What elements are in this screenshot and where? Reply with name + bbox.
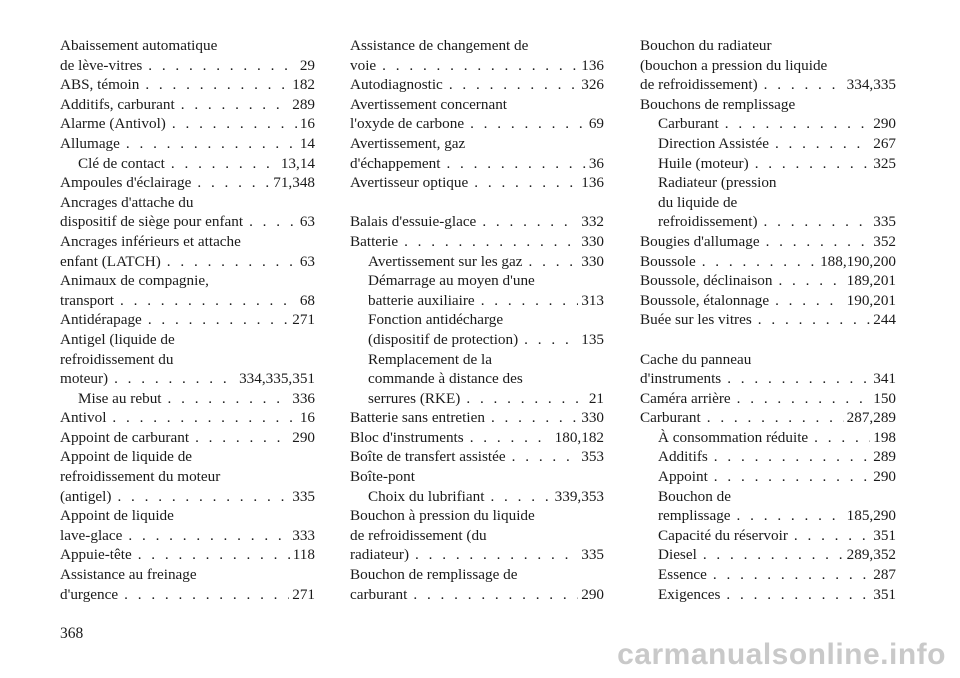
- dot-leader: [145, 75, 289, 95]
- entry-text: Alarme (Antivol): [60, 115, 166, 133]
- entry-text: Abaissement automatique: [60, 37, 218, 54]
- index-entry: [60, 271, 315, 291]
- dot-leader: [148, 310, 289, 330]
- entry-text: enfant (LATCH): [60, 252, 161, 270]
- index-entry: [640, 212, 896, 232]
- entry-pages: 332: [581, 213, 604, 231]
- entry-text: (antigel): [60, 487, 112, 505]
- entry-text: refroidissement): [658, 213, 758, 231]
- index-entry: [350, 291, 604, 311]
- dot-leader: [466, 389, 585, 409]
- entry-pages: 335: [873, 213, 896, 231]
- index-column-left: [60, 36, 315, 604]
- dot-leader: [491, 408, 578, 428]
- index-entry: [350, 75, 604, 95]
- dot-leader: [172, 114, 297, 134]
- entry-text: moteur): [60, 370, 109, 388]
- entry-text: Bouchons de remplissage: [640, 95, 796, 113]
- index-entry: [350, 154, 604, 174]
- dot-leader: [707, 408, 844, 428]
- index-entry: [350, 271, 604, 291]
- entry-pages: 289,352: [846, 546, 896, 564]
- entry-pages: 36: [588, 154, 604, 172]
- entry-text: Avertisseur optique: [350, 174, 469, 192]
- dot-leader: [766, 232, 871, 252]
- entry-text: Avertissement concernant: [350, 95, 508, 113]
- index-entry: [60, 585, 315, 605]
- entry-pages: 69: [588, 115, 604, 133]
- index-entry: [640, 585, 896, 605]
- dot-leader: [197, 173, 270, 193]
- entry-pages: 353: [581, 448, 604, 466]
- index-entry: [350, 36, 604, 56]
- index-entry: [640, 565, 896, 585]
- index-entry: [60, 56, 315, 76]
- watermark: carmanualsonline.info: [617, 638, 946, 671]
- entry-pages: 63: [299, 252, 315, 270]
- entry-text: d'échappement: [350, 154, 441, 172]
- dot-leader: [249, 212, 297, 232]
- index-entry: [350, 134, 604, 154]
- entry-text: À consommation réduite: [658, 428, 809, 446]
- dot-leader: [117, 487, 289, 507]
- index-entry: [60, 154, 315, 174]
- dot-leader: [524, 330, 578, 350]
- entry-text: Diesel: [658, 546, 697, 564]
- index-entry: [60, 232, 315, 252]
- index-column-right: [640, 36, 896, 604]
- index-column-middle: [350, 36, 604, 604]
- dot-leader: [775, 291, 844, 311]
- entry-pages: 271: [292, 585, 315, 603]
- entry-pages: 339,353: [554, 487, 604, 505]
- dot-leader: [714, 467, 870, 487]
- entry-text: Appoint de carburant: [60, 428, 190, 446]
- entry-pages: 325: [873, 154, 896, 172]
- entry-pages: 135: [581, 330, 604, 348]
- dot-leader: [703, 545, 844, 565]
- entry-text: Appoint de liquide: [60, 507, 174, 525]
- entry-pages: 16: [299, 115, 315, 133]
- index-entry: [60, 467, 315, 487]
- index-entry: [60, 545, 315, 565]
- dot-leader: [726, 585, 870, 605]
- entry-text: Bouchon du radiateur: [640, 37, 772, 54]
- entry-text: (bouchon a pression du liquide: [640, 56, 828, 74]
- index-entry: [640, 467, 896, 487]
- index-entry: [60, 75, 315, 95]
- entry-text: de lève-vitres: [60, 56, 143, 74]
- index-entry: [60, 408, 315, 428]
- dot-leader: [404, 232, 578, 252]
- entry-pages: 287,289: [846, 409, 896, 427]
- index-entry: [640, 232, 896, 252]
- entry-pages: 68: [299, 291, 315, 309]
- dot-leader: [764, 75, 844, 95]
- entry-pages: 21: [588, 389, 604, 407]
- entry-pages: 290: [873, 115, 896, 133]
- dot-leader: [382, 56, 578, 76]
- index-entry: [350, 428, 604, 448]
- entry-pages: 29: [299, 56, 315, 74]
- index-entry: [350, 173, 604, 193]
- index-entry: [60, 252, 315, 272]
- entry-text: refroidissement du: [60, 350, 174, 368]
- entry-text: ABS, témoin: [60, 76, 140, 94]
- dot-leader: [168, 389, 290, 409]
- index-entry: [640, 506, 896, 526]
- dot-leader: [482, 212, 578, 232]
- dot-leader: [481, 291, 579, 311]
- index-entry: [350, 212, 604, 232]
- entry-text: Avertissement sur les gaz: [368, 252, 523, 270]
- dot-leader: [529, 252, 579, 272]
- index-entry: [640, 114, 896, 134]
- index-entry: [350, 252, 604, 272]
- dot-leader: [758, 310, 870, 330]
- entry-text: Huile (moteur): [658, 154, 749, 172]
- entry-text: Appoint: [658, 468, 708, 486]
- entry-pages: 118: [292, 546, 315, 564]
- entry-text: Additifs, carburant: [60, 95, 175, 113]
- entry-pages: 189,201: [846, 272, 896, 290]
- index-entry: [640, 75, 896, 95]
- entry-text: Appuie-tête: [60, 546, 132, 564]
- entry-text: (dispositif de protection): [368, 330, 519, 348]
- index-entry: [640, 252, 896, 272]
- entry-text: dispositif de siège pour enfant: [60, 213, 244, 231]
- dot-leader: [148, 56, 297, 76]
- dot-leader: [470, 428, 552, 448]
- index-entry: [350, 330, 604, 350]
- entry-pages: 190,201: [846, 291, 896, 309]
- entry-text: Direction Assistée: [658, 134, 769, 152]
- entry-text: serrures (RKE): [368, 389, 461, 407]
- entry-pages: 271: [292, 311, 315, 329]
- entry-text: d'instruments: [640, 370, 722, 388]
- index-entry: [640, 154, 896, 174]
- entry-text: Choix du lubrifiant: [368, 487, 485, 505]
- entry-text: Ancrages d'attache du: [60, 193, 194, 211]
- index-entry: [350, 310, 604, 330]
- entry-pages: 180,182: [554, 428, 604, 446]
- entry-pages: 333: [292, 526, 315, 544]
- entry-text: Buée sur les vitres: [640, 311, 752, 329]
- dot-leader: [702, 252, 817, 272]
- entry-pages: 63: [299, 213, 315, 231]
- entry-pages: 136: [581, 174, 604, 192]
- index-entry: [350, 467, 604, 487]
- entry-pages: 330: [581, 409, 604, 427]
- entry-text: Fonction antidécharge: [368, 311, 504, 329]
- entry-pages: 351: [873, 585, 896, 603]
- entry-text: Boussole: [640, 252, 696, 270]
- entry-pages: 290: [581, 585, 604, 603]
- entry-text: commande à distance des: [368, 370, 523, 388]
- index-entry: [60, 428, 315, 448]
- dot-leader: [181, 95, 290, 115]
- entry-pages: 335: [581, 546, 604, 564]
- index-entry: [350, 95, 604, 115]
- dot-leader: [112, 408, 296, 428]
- entry-text: Ampoules d'éclairage: [60, 174, 192, 192]
- entry-text: Boîte de transfert assistée: [350, 448, 506, 466]
- dot-leader: [474, 173, 578, 193]
- dot-leader: [737, 506, 844, 526]
- index-entry: [640, 545, 896, 565]
- index-entry: [640, 447, 896, 467]
- index-entry: [640, 36, 896, 56]
- entry-text: Balais d'essuie-glace: [350, 213, 477, 231]
- entry-text: de refroidissement): [640, 76, 758, 94]
- index-entry: [640, 271, 896, 291]
- dot-leader: [775, 134, 870, 154]
- entry-pages: 334,335,351: [239, 370, 315, 388]
- index-entry: [60, 447, 315, 467]
- dot-leader: [794, 526, 870, 546]
- index-entry: [60, 114, 315, 134]
- dot-leader: [814, 428, 870, 448]
- entry-pages: 330: [581, 232, 604, 250]
- entry-text: Bouchon de remplissage de: [350, 566, 518, 584]
- dot-leader: [413, 585, 578, 605]
- entry-text: Mise au rebut: [78, 389, 162, 407]
- entry-text: du liquide de: [658, 193, 738, 211]
- entry-pages: 136: [581, 56, 604, 74]
- entry-text: Additifs: [658, 448, 708, 466]
- dot-leader: [446, 154, 585, 174]
- entry-text: Allumage: [60, 134, 120, 152]
- index-entry: [640, 56, 896, 76]
- entry-pages: 267: [873, 134, 896, 152]
- entry-pages: 341: [873, 370, 896, 388]
- entry-text: refroidissement du moteur: [60, 468, 221, 486]
- index-entry: [60, 565, 315, 585]
- entry-text: Assistance de changement de: [350, 37, 529, 54]
- index-entry: [60, 134, 315, 154]
- index-entry: [350, 487, 604, 507]
- entry-pages: 326: [581, 76, 604, 94]
- entry-text: Bouchon de: [658, 487, 731, 505]
- entry-text: Antivol: [60, 409, 107, 427]
- dot-leader: [512, 447, 579, 467]
- entry-pages: 71,348: [273, 174, 315, 192]
- index-entry: [350, 56, 604, 76]
- entry-pages: 290: [873, 468, 896, 486]
- index-entry: [640, 428, 896, 448]
- index-entry: [60, 330, 315, 350]
- dot-leader: [128, 526, 289, 546]
- entry-pages: 313: [581, 291, 604, 309]
- dot-leader: [138, 545, 290, 565]
- index-entry: [60, 526, 315, 546]
- entry-pages: 289: [292, 95, 315, 113]
- entry-text: Capacité du réservoir: [658, 526, 788, 544]
- entry-text: Cache du panneau: [640, 350, 752, 368]
- dot-leader: [470, 114, 586, 134]
- entry-text: Assistance au freinage: [60, 566, 197, 584]
- index-entry: [60, 291, 315, 311]
- index-entry: [60, 487, 315, 507]
- section-gap: [350, 193, 604, 213]
- index-entry: [350, 389, 604, 409]
- index-entry: [60, 506, 315, 526]
- index-entry: [350, 545, 604, 565]
- index-entry: [60, 193, 315, 213]
- entry-text: Essence: [658, 566, 707, 584]
- entry-text: radiateur): [350, 546, 410, 564]
- entry-pages: 351: [873, 526, 896, 544]
- entry-pages: 185,290: [846, 507, 896, 525]
- entry-pages: 16: [299, 409, 315, 427]
- dot-leader: [727, 369, 870, 389]
- entry-text: Bouchon à pression du liquide: [350, 507, 535, 525]
- entry-text: voie: [350, 56, 377, 74]
- entry-pages: 182: [292, 76, 315, 94]
- entry-text: Exigences: [658, 585, 721, 603]
- index-entry: [60, 369, 315, 389]
- dot-leader: [725, 114, 870, 134]
- entry-pages: 330: [581, 252, 604, 270]
- index-entry: [640, 408, 896, 428]
- entry-text: d'urgence: [60, 585, 119, 603]
- index-entry: [640, 310, 896, 330]
- index-entry: [640, 487, 896, 507]
- entry-text: Remplacement de la: [368, 350, 492, 368]
- index-entry: [640, 193, 896, 213]
- entry-text: Démarrage au moyen d'une: [368, 272, 535, 290]
- entry-text: lave-glace: [60, 526, 123, 544]
- entry-pages: 14: [299, 134, 315, 152]
- index-entry: [60, 36, 315, 56]
- dot-leader: [195, 428, 289, 448]
- dot-leader: [120, 291, 297, 311]
- dot-leader: [714, 447, 870, 467]
- entry-text: batterie auxiliaire: [368, 291, 475, 309]
- index-entry: [60, 310, 315, 330]
- entry-text: Antigel (liquide de: [60, 330, 175, 348]
- index-entry: [640, 369, 896, 389]
- entry-text: Boîte-pont: [350, 468, 415, 486]
- index-entry: [60, 389, 315, 409]
- page-number: 368: [60, 625, 84, 642]
- entry-text: Appoint de liquide de: [60, 448, 193, 466]
- dot-leader: [124, 585, 289, 605]
- dot-leader: [713, 565, 870, 585]
- index-entry: [640, 95, 896, 115]
- entry-text: Boussole, déclinaison: [640, 272, 773, 290]
- index-entry: [350, 232, 604, 252]
- index-entry: [350, 369, 604, 389]
- entry-text: Carburant: [658, 115, 719, 133]
- index-entry: [350, 585, 604, 605]
- entry-text: Caméra arrière: [640, 389, 731, 407]
- entry-text: Ancrages inférieurs et attache: [60, 232, 241, 250]
- entry-text: Carburant: [640, 409, 701, 427]
- index-entry: [350, 408, 604, 428]
- entry-text: Antidérapage: [60, 311, 142, 329]
- index-entry: [60, 212, 315, 232]
- dot-leader: [490, 487, 551, 507]
- entry-pages: 198: [873, 428, 896, 446]
- entry-pages: 244: [873, 311, 896, 329]
- index-entry: [350, 506, 604, 526]
- entry-pages: 287: [873, 566, 896, 584]
- entry-pages: 334,335: [846, 76, 896, 94]
- entry-pages: 289: [873, 448, 896, 466]
- entry-text: Clé de contact: [78, 154, 165, 172]
- index-entry: [640, 389, 896, 409]
- entry-pages: 13,14: [280, 154, 315, 172]
- entry-text: Batterie: [350, 232, 399, 250]
- index-entry: [350, 350, 604, 370]
- entry-text: transport: [60, 291, 114, 309]
- dot-leader: [764, 212, 871, 232]
- index-entry: [350, 447, 604, 467]
- entry-pages: 336: [292, 389, 315, 407]
- entry-text: Bougies d'allumage: [640, 232, 760, 250]
- entry-text: Bloc d'instruments: [350, 428, 464, 446]
- entry-text: de refroidissement (du: [350, 526, 487, 544]
- index-entry: [60, 95, 315, 115]
- index-entry: [640, 291, 896, 311]
- dot-leader: [114, 369, 236, 389]
- entry-text: Autodiagnostic: [350, 76, 443, 94]
- index-entry: [350, 114, 604, 134]
- entry-pages: 188,190,200: [820, 252, 896, 270]
- index-entry: [640, 526, 896, 546]
- index-entry: [350, 565, 604, 585]
- entry-text: Avertissement, gaz: [350, 134, 466, 152]
- entry-pages: 150: [873, 389, 896, 407]
- index-entry: [60, 350, 315, 370]
- entry-text: Animaux de compagnie,: [60, 272, 209, 290]
- dot-leader: [737, 389, 871, 409]
- entry-pages: 290: [292, 428, 315, 446]
- entry-pages: 335: [292, 487, 315, 505]
- dot-leader: [449, 75, 578, 95]
- dot-leader: [171, 154, 278, 174]
- index-entry: [350, 526, 604, 546]
- dot-leader: [778, 271, 843, 291]
- index-entry: [640, 173, 896, 193]
- index-entry: [640, 134, 896, 154]
- entry-text: Batterie sans entretien: [350, 409, 485, 427]
- dot-leader: [755, 154, 871, 174]
- entry-text: remplissage: [658, 507, 731, 525]
- dot-leader: [167, 252, 297, 272]
- dot-leader: [126, 134, 297, 154]
- entry-text: carburant: [350, 585, 408, 603]
- index-entry: [640, 350, 896, 370]
- section-gap: [640, 330, 896, 350]
- dot-leader: [415, 545, 578, 565]
- index-entry: [60, 173, 315, 193]
- entry-text: l'oxyde de carbone: [350, 115, 465, 133]
- entry-text: Boussole, étalonnage: [640, 291, 770, 309]
- entry-text: Radiateur (pression: [658, 174, 777, 192]
- entry-pages: 352: [873, 232, 896, 250]
